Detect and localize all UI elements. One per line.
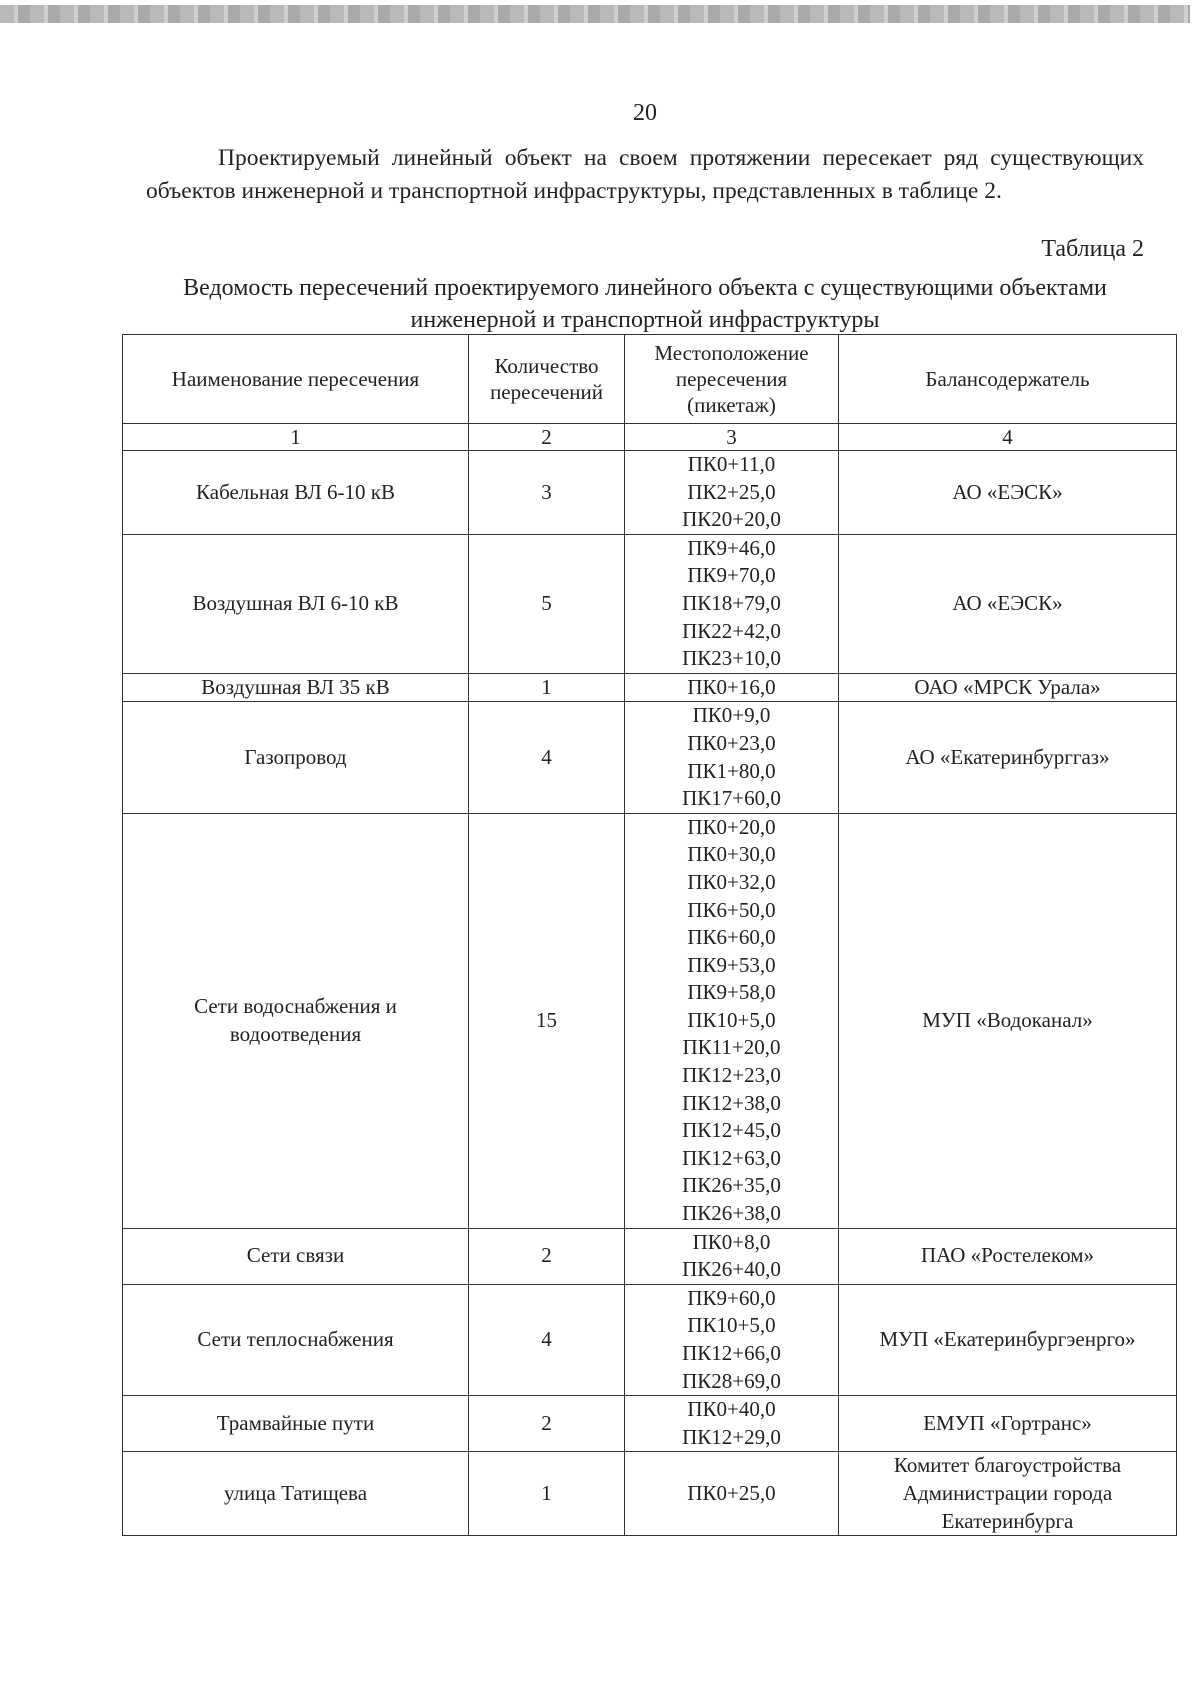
crossing-owner: МУП «Водоканал» <box>839 813 1177 1228</box>
crossing-count: 1 <box>469 673 625 702</box>
location-item: ПК23+10,0 <box>682 646 781 671</box>
crossing-name: Трамвайные пути <box>123 1396 469 1452</box>
column-number: 2 <box>469 424 625 451</box>
location-item: ПК0+32,0 <box>687 869 776 894</box>
location-item: ПК18+79,0 <box>682 590 781 615</box>
crossing-owner: ОАО «МРСК Урала» <box>839 673 1177 702</box>
location-item: ПК11+20,0 <box>682 1035 781 1060</box>
location-item: ПК12+23,0 <box>682 1063 781 1088</box>
crossing-owner: Комитет благоустройства Администрации города Екатеринбурга <box>839 1452 1177 1536</box>
crossing-count: 1 <box>469 1452 625 1536</box>
crossing-locations <box>625 1228 839 1284</box>
header-name: Наименование пересечения <box>123 335 469 424</box>
table-row <box>123 1284 1177 1395</box>
location-item: ПК9+70,0 <box>687 563 776 588</box>
location-item: ПК12+38,0 <box>682 1090 781 1115</box>
location-item: ПК1+80,0 <box>687 758 776 783</box>
table-row <box>123 534 1177 673</box>
crossing-owner: ПАО «Ростелеком» <box>839 1228 1177 1284</box>
crossing-count: 2 <box>469 1228 625 1284</box>
location-item: ПК9+46,0 <box>687 535 776 560</box>
table-row <box>123 451 1177 535</box>
crossing-locations <box>625 1452 839 1536</box>
table-body <box>123 451 1177 1536</box>
crossing-name: Сети теплоснабжения <box>123 1284 469 1395</box>
location-item: ПК0+25,0 <box>687 1480 776 1505</box>
crossing-locations <box>625 813 839 1228</box>
location-item: ПК12+45,0 <box>682 1118 781 1143</box>
page-number: 20 <box>633 100 657 126</box>
crossing-owner: МУП «Екатеринбургэенрго» <box>839 1284 1177 1395</box>
location-item: ПК2+25,0 <box>687 479 776 504</box>
crossing-name: Кабельная ВЛ 6-10 кВ <box>123 451 469 535</box>
crossing-count: 2 <box>469 1396 625 1452</box>
table-header-row <box>123 335 1177 424</box>
crossing-count: 15 <box>469 813 625 1228</box>
location-item: ПК12+66,0 <box>682 1341 781 1365</box>
location-item: ПК0+20,0 <box>687 814 776 839</box>
column-number: 1 <box>123 424 469 451</box>
crossing-owner: АО «Екатеринбурггаз» <box>839 702 1177 813</box>
location-item: ПК0+23,0 <box>687 730 776 755</box>
crossing-name: Сети водоснабжения и водоотведения <box>123 813 469 1228</box>
header-count: Количество пересечений <box>469 335 625 424</box>
crossings-table <box>122 334 1177 1536</box>
scan-edge-artifact <box>0 5 1190 23</box>
location-item: ПК10+5,0 <box>687 1313 776 1338</box>
table-label: Таблица 2 <box>1041 236 1144 262</box>
column-number: 4 <box>839 424 1177 451</box>
location-item: ПК6+60,0 <box>687 925 776 950</box>
crossing-name: Воздушная ВЛ 6-10 кВ <box>123 534 469 673</box>
location-item: ПК0+40,0 <box>687 1397 776 1422</box>
location-item: ПК0+11,0 <box>687 452 776 476</box>
crossing-locations <box>625 673 839 702</box>
header-owner: Балансодержатель <box>839 335 1177 424</box>
location-item: ПК22+42,0 <box>682 618 781 643</box>
table-row <box>123 813 1177 1228</box>
location-item: ПК28+69,0 <box>682 1368 781 1393</box>
location-item: ПК9+53,0 <box>687 952 776 977</box>
crossing-locations <box>625 451 839 535</box>
crossing-owner: ЕМУП «Гортранс» <box>839 1396 1177 1452</box>
crossing-name: улица Татищева <box>123 1452 469 1536</box>
crossing-locations <box>625 702 839 813</box>
table-title: Ведомость пересечений проектируемого линейного объекта с существующими объектами инженерной и транспортной инфраструктуры <box>183 275 1107 333</box>
crossing-owner: АО «ЕЭСК» <box>839 451 1177 535</box>
location-item: ПК0+30,0 <box>687 842 776 867</box>
location-item: ПК12+63,0 <box>682 1145 781 1170</box>
crossing-owner: АО «ЕЭСК» <box>839 534 1177 673</box>
crossing-name: Газопровод <box>123 702 469 813</box>
table-row <box>123 1452 1177 1536</box>
location-item: ПК17+60,0 <box>682 786 781 811</box>
location-item: ПК12+29,0 <box>682 1424 781 1449</box>
column-number: 3 <box>625 424 839 451</box>
table-row <box>123 1228 1177 1284</box>
location-item: ПК10+5,0 <box>687 1007 776 1032</box>
crossing-locations <box>625 1284 839 1395</box>
crossing-locations <box>625 534 839 673</box>
location-item: ПК26+40,0 <box>682 1257 781 1282</box>
location-item: ПК26+35,0 <box>682 1173 781 1198</box>
crossing-count: 4 <box>469 1284 625 1395</box>
crossing-locations <box>625 1396 839 1452</box>
location-item: ПК9+58,0 <box>687 980 776 1005</box>
column-number-row <box>123 424 1177 451</box>
location-item: ПК26+38,0 <box>682 1201 781 1226</box>
location-item: ПК0+8,0 <box>692 1229 771 1254</box>
location-item: ПК6+50,0 <box>687 897 776 922</box>
location-item: ПК0+16,0 <box>687 674 776 699</box>
location-item: ПК0+9,0 <box>692 703 771 728</box>
crossing-name: Воздушная ВЛ 35 кВ <box>123 673 469 702</box>
header-location: Местоположение пересечения (пикетаж) <box>625 335 839 424</box>
location-item: ПК9+60,0 <box>687 1285 776 1310</box>
location-item: ПК20+20,0 <box>682 507 781 532</box>
crossing-count: 5 <box>469 534 625 673</box>
table-row <box>123 673 1177 702</box>
crossing-count: 4 <box>469 702 625 813</box>
table-row <box>123 702 1177 813</box>
intro-paragraph: Проектируемый линейный объект на своем протяжении пересекает ряд существующих объектов инженерной и транспортной инфраструктуры, представленных в таблице 2. <box>146 145 1144 204</box>
crossing-count: 3 <box>469 451 625 535</box>
table-row <box>123 1396 1177 1452</box>
crossing-name: Сети связи <box>123 1228 469 1284</box>
